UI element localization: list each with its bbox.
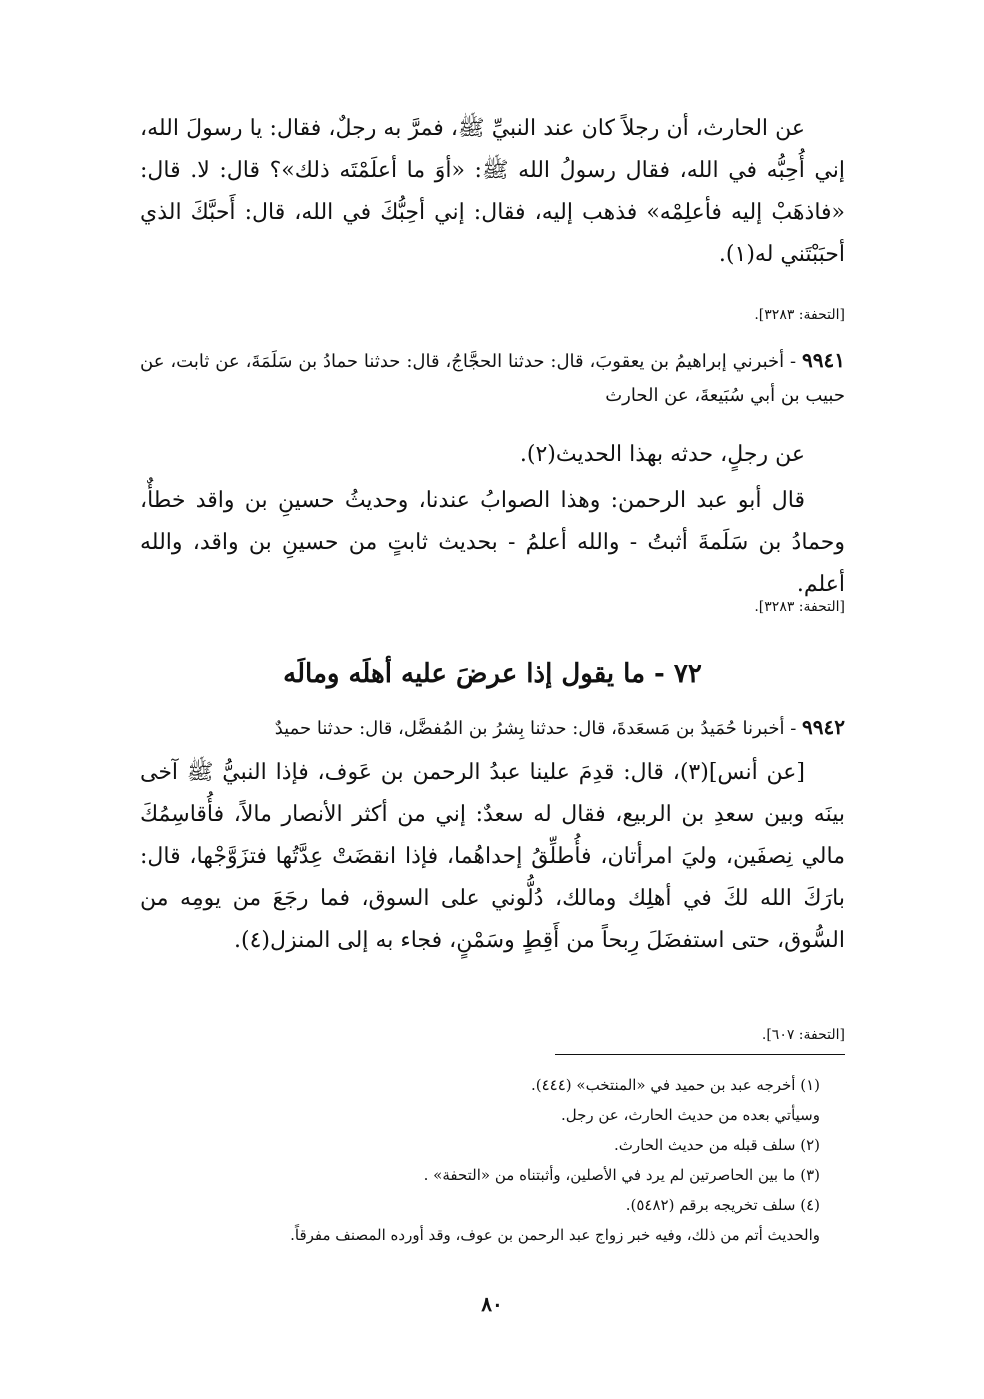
top-paragraph: عن الحارث، أن رجلاً كان عند النبيِّ ﷺ، فمرَّ به رجلٌ، فقال: يا رسولَ الله، إني أُحِبُّه في الله، فقال رسولُ الله ﷺ: «أوَ ما أعلَمْتَه ذلك»؟ قال: لا. قال: «فاذهَبْ إليه فأعلِمْه» فذهب إليه، فقال: إني أحِبُّكَ في الله، قال: أَحبَّكَ الذي أحبَبْتَني له(١). — [140, 116, 845, 267]
hadith-9941-isnad — [140, 343, 845, 413]
hadith-9941-intro: - أخبرني إبراهيمُ بن يعقوبَ، قال: حدثنا الحجَّاجُ، قال: حدثنا حمادُ بن سَلَمَةَ، عن ثابت، عن حبيب بن أبي سُبَيعةَ، عن الحارث — [140, 351, 845, 406]
hadith-number-9941: ٩٩٤١ — [802, 348, 845, 372]
hadith-9942-text: [عن أنس](٣)، قال: قدِمَ علينا عبدُ الرحمن بن عَوف، فإذا النبيُّ ﷺ آخى بينَه وبين سعدِ بن الربيع، فقال له سعدٌ: إني من أكثر الأنصار مالاً، فأُقاسِمُكَ مالي نِصفَين، وليَ امرأتان، فأُطلِّقُ إحداهُما، فإذا انقضَتْ عِدَّتُها فتزَوَّجْها، قال: بارَكَ الله لكَ في أهلِك ومالك، دُلُّوني على السوق، فما رجَعَ من يومِه من السُّوق، حتى استفضَلَ رِبحاً من أَقِطٍ وسَمْنٍ، فجاء به إلى المنزل(٤). — [140, 760, 845, 953]
tuhfa-reference-1: [التحفة: ٣٢٨٣]. — [754, 307, 845, 323]
hadith-9942-isnad — [140, 710, 845, 746]
footnote-1-continued: وسيأتي بعده من حديث الحارث، عن رجل. — [560, 1106, 820, 1124]
page-number: ٨٠ — [481, 1292, 503, 1316]
footnote-3: (٣) ما بين الحاصرتين لم يرد في الأصلين، وأثبتناه من «التحفة» . — [423, 1166, 820, 1184]
tuhfa-reference-2: [التحفة: ٣٢٨٣]. — [754, 599, 845, 615]
footnotes — [140, 1070, 820, 1250]
footnote-4-continued: والحديث أتم من ذلك، وفيه خبر زواج عبد الرحمن بن عوف، وقد أورده المصنف مفرقاً. — [290, 1226, 820, 1244]
hadith-number-9942: ٩٩٤٢ — [802, 715, 845, 739]
hadith-9941-text: عن رجلٍ، حدثه بهذا الحديث(٢). — [519, 442, 805, 467]
footnote-2: (٢) سلف قبله من حديث الحارث. — [613, 1136, 820, 1154]
footnote-4: (٤) سلف تخريجه برقم (٥٤٨٢). — [625, 1196, 820, 1214]
hadith-9941-comment: قال أبو عبد الرحمن: وهذا الصوابُ عندنا، وحديثُ حسينِ بن واقد خطأٌ، وحمادُ بن سَلَمةَ أثبتُ - والله أعلمُ - بحديث ثابتٍ من حسينِ بن واقد، والله أعلم. — [140, 488, 845, 597]
footnote-divider — [555, 1054, 845, 1055]
chapter-heading: ٧٢ - ما يقول إذا عرضَ عليه أهلَه ومالَه — [283, 659, 702, 689]
footnote-1: (١) أخرجه عبد بن حميد في «المنتخب» (٤٤٤). — [530, 1076, 820, 1094]
tuhfa-reference-3: [التحفة: ٦٠٧]. — [761, 1027, 845, 1043]
hadith-9942-intro: - أخبرنا حُمَيدُ بن مَسعَدةَ، قال: حدثنا بِشرُ بن المُفضَّل، قال: حدثنا حميدٌ — [274, 718, 803, 739]
